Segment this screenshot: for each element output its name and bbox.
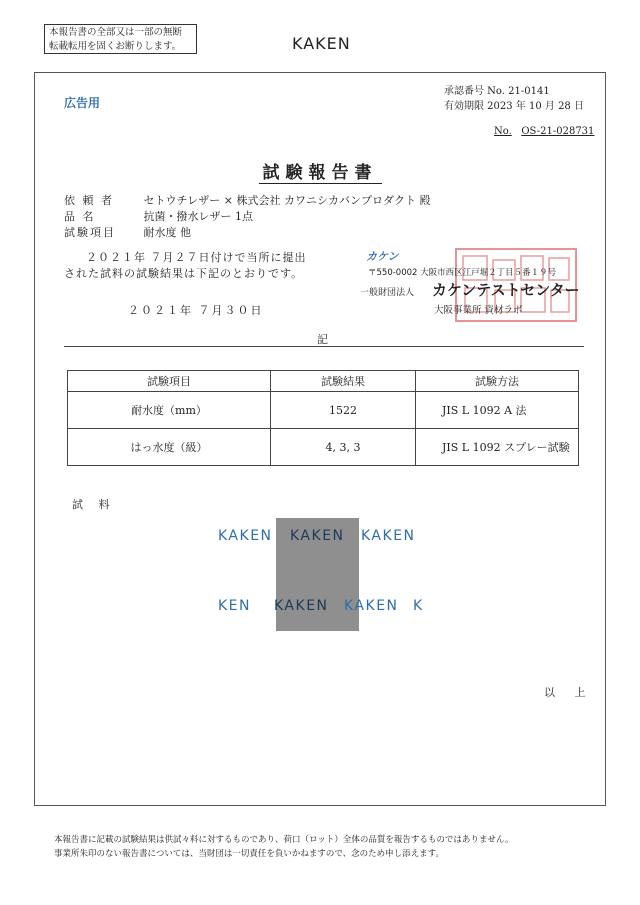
section-divider [64,346,584,347]
kaken-brand-logo: カケン [366,250,399,263]
product-label: 品 名 [64,210,96,223]
intro-line-1: ２０２１年 ７月２７日付けで当所に提出 [86,251,307,264]
results-header-row [68,371,579,392]
organization-branch: 大阪事業所 資材ラボ [434,305,523,316]
results-table [67,370,579,466]
footer-line-2: 事業所朱印のない報告書については、当財団は一切責任を負いかねますので、念のため申し添えます。 [54,849,444,859]
approval-number: 承認番号 No. 21-0141 [444,86,550,97]
intro-text [64,250,307,282]
copyright-notice-box [44,24,197,54]
table-row [68,392,579,429]
watermark-text: KAKEN [361,528,416,544]
table-row [68,429,579,466]
report-date: ２０２１年 ７月３０日 [128,304,264,317]
cell-test-result: 4, 3, 3 [271,429,416,466]
test-items-value: 耐水度 他 [143,226,191,239]
product-value: 抗菌・撥水レザー 1点 [143,210,253,223]
product-row [64,209,253,225]
test-items-label: 試験項目 [64,226,116,239]
header-test-method: 試験方法 [416,371,579,392]
watermark-text: KAKEN [218,528,273,544]
cell-test-method: JIS L 1092 スプレー試験 [416,429,579,466]
watermark-text: KEN [218,598,251,614]
organization-prefix: 一般財団法人 [360,288,415,298]
ki-marker: 記 [317,333,328,346]
cell-test-item: 耐水度（mm） [68,392,271,429]
intro-line-2: された試料の試験結果は下記のとおりです。 [64,267,304,280]
watermark-text: KAKEN [344,598,399,614]
approval-expiry: 有効期限 2023 年 10 月 28 日 [444,101,584,112]
requester-row [64,193,430,209]
header-test-item: 試験項目 [68,371,271,392]
cell-test-method: JIS L 1092 A 法 [416,392,579,429]
organization-address: 〒550-0002 大阪市西区江戸堀２丁目５番１９号 [368,268,557,278]
watermark-text: KAKEN [274,598,329,614]
footer-disclaimer [54,833,513,861]
report-title-wrap [0,158,640,183]
organization-name: カケンテストセンター [432,281,580,299]
cell-test-result: 1522 [271,392,416,429]
watermark-text: KAKEN [290,528,345,544]
document-number [494,126,594,137]
requester-label: 依 頼 者 [64,194,114,207]
approval-info [444,84,584,114]
kaken-header-logo: KAKEN [292,34,351,53]
cell-test-item: はっ水度（級） [68,429,271,466]
sample-label: 試 料 [72,498,116,511]
notice-line-2: 転載転用を固くお断りします。 [49,41,182,52]
doc-number-value: OS-21-028731 [521,126,595,137]
report-title: 試験報告書 [259,163,382,184]
notice-line-1: 本報告書の全部又は一部の無断 [49,27,183,38]
header-test-result: 試験結果 [271,371,416,392]
end-marker: 以 上 [544,686,594,699]
ad-use-label: 広告用 [64,96,101,110]
test-items-row [64,225,191,241]
footer-line-1: 本報告書に記載の試験結果は供試々料に対するものであり、荷口（ロット）全体の品質を報告するものではありません。 [54,835,514,845]
requester-value: セトウチレザー × 株式会社 カワニシカバンプロダクト 殿 [143,194,431,207]
doc-number-prefix: No. [494,126,512,137]
watermark-text: K [413,598,424,614]
